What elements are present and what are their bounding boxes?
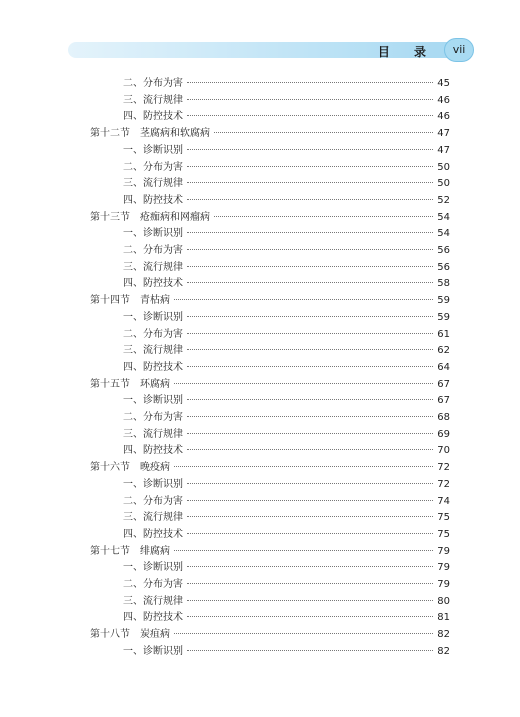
dot-leader	[187, 82, 433, 83]
dot-leader	[187, 199, 433, 200]
toc-section-row[interactable]	[90, 210, 450, 226]
toc-page-number: 56	[437, 245, 450, 256]
toc-entry-label: 三、流行规律	[123, 595, 183, 607]
toc-page-number: 59	[437, 311, 450, 323]
toc-entry-label: 四、防控技术	[123, 528, 183, 540]
toc-page-number: 79	[437, 562, 450, 574]
dot-leader	[174, 550, 433, 551]
toc-entry-row[interactable]	[123, 276, 450, 292]
toc-entry-label: 三、流行规律	[123, 261, 183, 273]
toc-entry-row[interactable]	[123, 193, 450, 209]
toc-entry-label: 四、防控技术	[123, 445, 183, 457]
toc-section-row[interactable]	[90, 293, 450, 309]
toc-page-number: 47	[437, 128, 450, 140]
toc-page-number: 61	[437, 328, 450, 340]
dot-leader	[187, 366, 433, 367]
toc-entry-label: 一、诊断识别	[123, 228, 183, 240]
header-title: 目 录	[377, 45, 436, 59]
toc-entry-row[interactable]	[123, 360, 450, 376]
toc-entry-label: 二、分布为害	[123, 579, 183, 590]
toc-entry-label: 三、流行规律	[123, 428, 183, 440]
dot-leader	[187, 616, 433, 617]
toc-entry-label: 一、诊断识别	[123, 478, 183, 490]
toc-page-number: 75	[437, 512, 450, 524]
toc-page-number: 58	[437, 278, 450, 290]
toc-entry-label: 第十二节 茎腐病和软腐病	[90, 128, 210, 140]
toc-section-row[interactable]	[90, 544, 450, 560]
dot-leader	[187, 115, 433, 116]
toc-entry-label: 三、流行规律	[123, 512, 183, 524]
toc-entry-row[interactable]	[123, 494, 450, 510]
toc-section-row[interactable]	[90, 126, 450, 142]
dot-leader	[187, 333, 433, 334]
dot-leader	[187, 399, 433, 400]
toc-entry-label: 三、流行规律	[123, 94, 183, 106]
dot-leader	[187, 282, 433, 283]
toc-entry-label: 二、分布为害	[123, 328, 183, 340]
toc-entry-label: 一、诊断识别	[123, 395, 183, 407]
dot-leader	[187, 449, 433, 450]
toc-entry-row[interactable]	[123, 226, 450, 242]
toc-entry-label: 二、分布为害	[123, 495, 183, 507]
toc-page-number: 56	[437, 261, 450, 273]
toc-page-number: 70	[437, 445, 450, 457]
toc-page-number: 50	[437, 178, 450, 190]
toc-entry-row[interactable]	[123, 160, 450, 176]
dot-leader	[187, 99, 433, 100]
toc-entry-label: 二、分布为害	[123, 412, 183, 423]
toc-page-number: 72	[437, 478, 450, 490]
toc-entry-row[interactable]	[123, 610, 450, 626]
dot-leader	[174, 633, 433, 634]
toc-page-number: 47	[437, 144, 450, 156]
dot-leader	[187, 149, 433, 150]
dot-leader	[187, 566, 433, 567]
dot-leader	[187, 483, 433, 484]
toc-entry-row[interactable]	[123, 260, 450, 276]
toc-entry-label: 四、防控技术	[123, 278, 183, 290]
toc-entry-label: 一、诊断识别	[123, 562, 183, 574]
toc-entry-row[interactable]	[123, 560, 450, 576]
toc-page-number: 46	[437, 94, 450, 106]
toc-entry-label: 二、分布为害	[123, 78, 183, 89]
dot-leader	[187, 516, 433, 517]
toc-entry-label: 二、分布为害	[123, 245, 183, 256]
toc-entry-label: 一、诊断识别	[123, 311, 183, 323]
toc-page-number: 81	[437, 612, 450, 624]
toc-entry-label: 四、防控技术	[123, 612, 183, 624]
toc-entry-row[interactable]	[123, 243, 450, 259]
dot-leader	[187, 182, 433, 183]
dot-leader	[187, 433, 433, 434]
toc-entry-row[interactable]	[123, 176, 450, 192]
dot-leader	[214, 132, 433, 133]
toc-entry-label: 第十八节 炭疽病	[90, 629, 170, 641]
toc-entry-row[interactable]	[123, 443, 450, 459]
toc-page-number: 79	[437, 579, 450, 590]
toc-entry-label: 第十七节 绯腐病	[90, 545, 170, 557]
toc-page-number: 45	[437, 78, 450, 89]
toc-section-row[interactable]	[90, 627, 450, 643]
toc-entry-row[interactable]	[123, 327, 450, 343]
toc-entry-row[interactable]	[123, 527, 450, 543]
dot-leader	[187, 349, 433, 350]
toc-page-number: 80	[437, 595, 450, 607]
toc-page-number: 64	[437, 361, 450, 373]
toc-page-number: 74	[437, 495, 450, 507]
toc-entry-label: 四、防控技术	[123, 111, 183, 123]
toc-entry-row[interactable]	[123, 393, 450, 409]
toc-entry-label: 三、流行规律	[123, 178, 183, 190]
dot-leader	[187, 533, 433, 534]
toc-page-number: 52	[437, 194, 450, 206]
dot-leader	[187, 316, 433, 317]
toc-entry-row[interactable]	[123, 427, 450, 443]
toc-page-number: 46	[437, 111, 450, 123]
dot-leader	[187, 500, 433, 501]
toc-page-number: 50	[437, 161, 450, 173]
toc-page-number: 67	[437, 378, 450, 390]
toc-entry-label: 第十三节 疮痂病和网瘤病	[90, 211, 210, 223]
dot-leader	[187, 232, 433, 233]
toc-entry-label: 四、防控技术	[123, 194, 183, 206]
toc-entry-row[interactable]	[123, 477, 450, 493]
toc-entry-row[interactable]	[123, 644, 450, 660]
toc-entry-label: 一、诊断识别	[123, 645, 183, 657]
toc-section-row[interactable]	[90, 460, 450, 476]
dot-leader	[187, 249, 433, 250]
toc-page-number: 82	[437, 645, 450, 657]
toc-entry-label: 二、分布为害	[123, 161, 183, 173]
toc-page-number: 68	[437, 412, 450, 423]
toc-page-number: 79	[437, 545, 450, 557]
toc-entry-row[interactable]	[123, 410, 450, 426]
dot-leader	[187, 416, 433, 417]
toc-section-row[interactable]	[90, 377, 450, 393]
dot-leader	[174, 299, 433, 300]
toc-entry-row[interactable]	[123, 577, 450, 593]
header-page-number: vii	[444, 38, 474, 62]
toc-entry-row[interactable]	[123, 93, 450, 109]
toc-page-number: 75	[437, 528, 450, 540]
dot-leader	[174, 466, 433, 467]
toc-entry-row[interactable]	[123, 343, 450, 359]
toc-entry-row[interactable]	[123, 109, 450, 125]
toc-page-number: 54	[437, 228, 450, 240]
toc-entry-row[interactable]	[123, 76, 450, 92]
toc-entry-label: 第十五节 环腐病	[90, 378, 170, 390]
dot-leader	[214, 216, 433, 217]
toc-page-number: 54	[437, 211, 450, 223]
toc-entry-label: 第十六节 晚疫病	[90, 462, 170, 474]
dot-leader	[187, 266, 433, 267]
toc-page-number: 59	[437, 295, 450, 307]
toc-entry-label: 三、流行规律	[123, 345, 183, 357]
toc-entry-label: 四、防控技术	[123, 361, 183, 373]
toc-page-number: 69	[437, 428, 450, 440]
toc-entry-row[interactable]	[123, 143, 450, 159]
toc-entry-label: 一、诊断识别	[123, 144, 183, 156]
dot-leader	[187, 650, 433, 651]
toc-entry-row[interactable]	[123, 310, 450, 326]
toc-page-number: 82	[437, 629, 450, 641]
dot-leader	[187, 600, 433, 601]
toc-entry-label: 第十四节 青枯病	[90, 295, 170, 307]
running-header	[68, 38, 476, 62]
toc-page-number: 62	[437, 345, 450, 357]
toc-entry-row[interactable]	[123, 510, 450, 526]
dot-leader	[174, 383, 433, 384]
toc-page-number: 67	[437, 395, 450, 407]
toc-page-number: 72	[437, 462, 450, 474]
dot-leader	[187, 166, 433, 167]
toc-entry-row[interactable]	[123, 594, 450, 610]
dot-leader	[187, 583, 433, 584]
